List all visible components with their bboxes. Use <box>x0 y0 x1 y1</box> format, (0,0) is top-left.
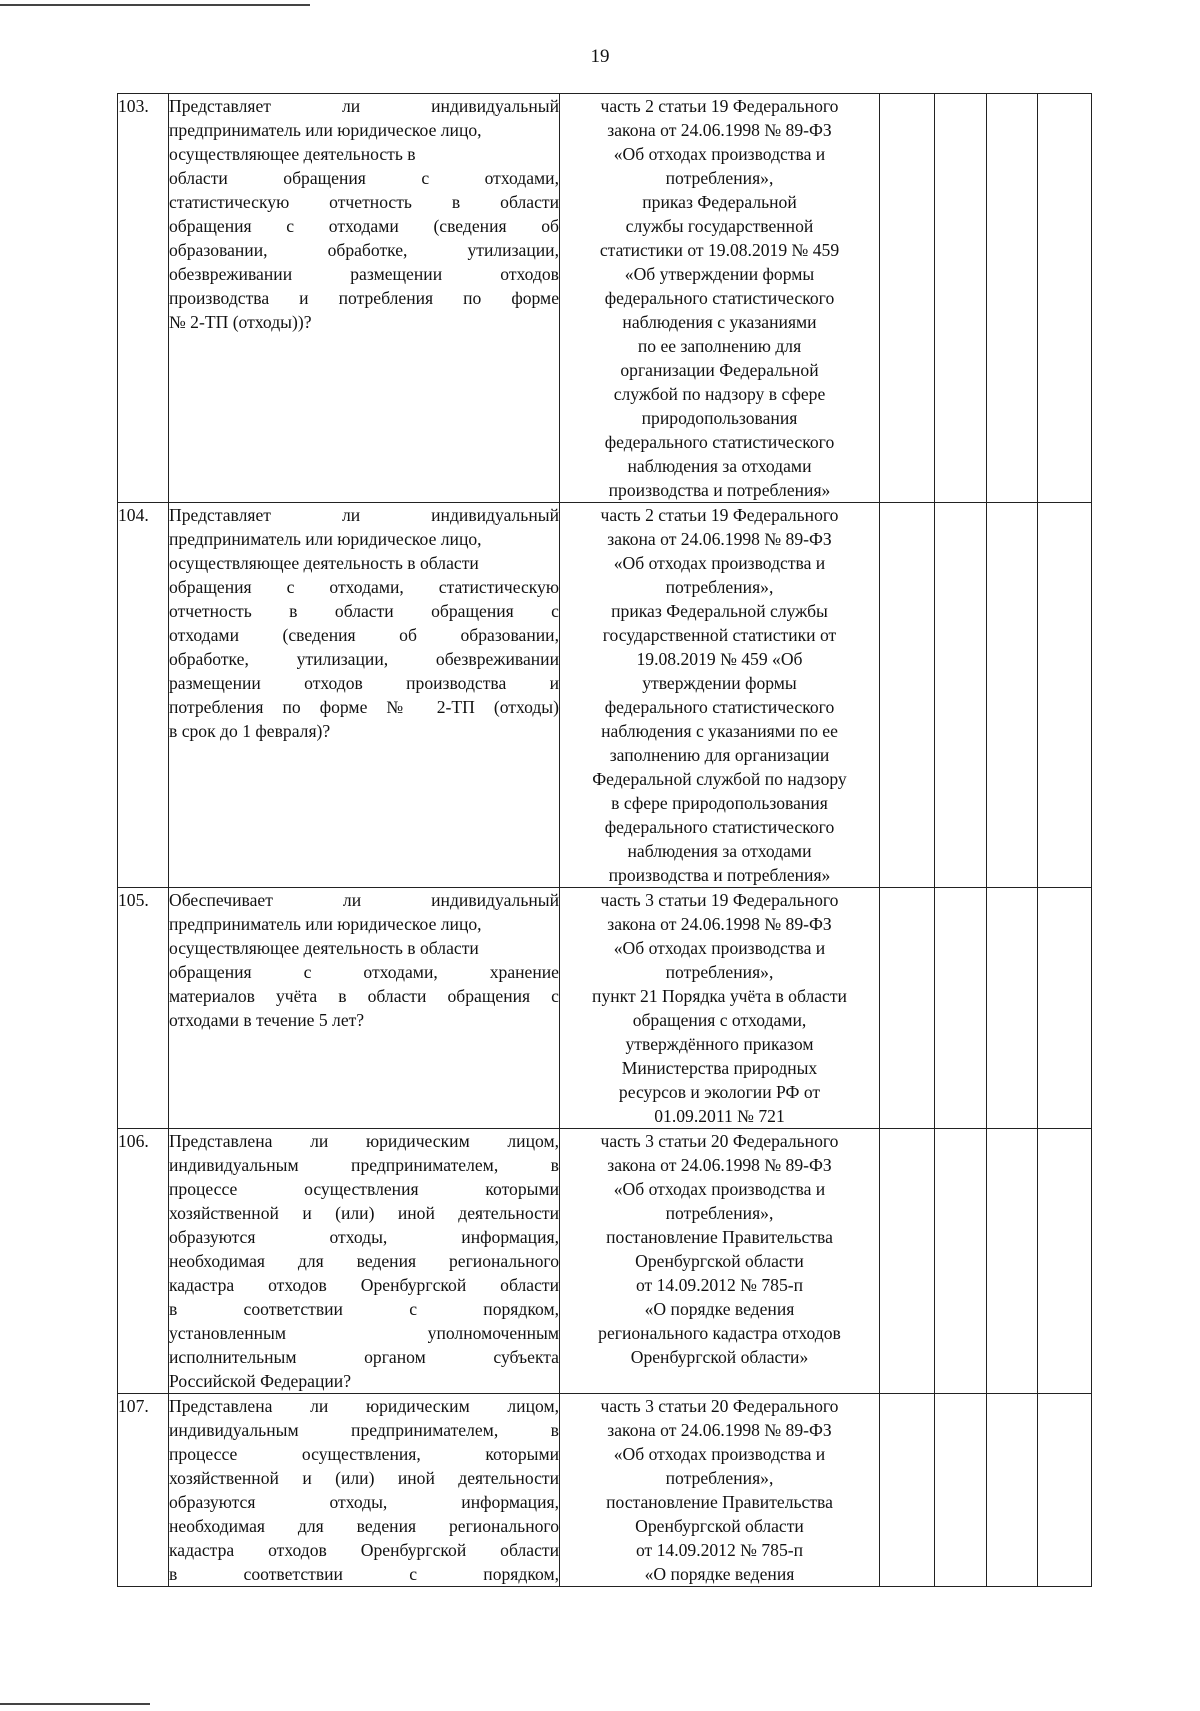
legal-reference-line: производства и потребления» <box>608 865 831 885</box>
answer-cell <box>987 94 1038 503</box>
question-line: в соответствии с порядком, <box>169 1564 559 1584</box>
question-line: № 2-ТП (отходы))? <box>169 312 312 332</box>
legal-reference-line: службы государственной <box>625 216 814 236</box>
legal-reference-line: наблюдения за отходами <box>627 841 812 861</box>
question-line: Представляет ли индивидуальный <box>169 96 559 116</box>
question-line: отходами (сведения об образовании, <box>169 625 559 645</box>
legal-reference-line: Министерства природных <box>621 1058 818 1078</box>
answer-cell <box>987 1394 1038 1587</box>
legal-reference <box>560 1394 880 1587</box>
legal-reference-line: от 14.09.2012 № 785-п <box>635 1275 804 1295</box>
legal-reference-line: производства и потребления» <box>608 480 831 500</box>
question-line: установленным уполномоченным <box>169 1323 559 1343</box>
question-line: предприниматель или юридическое лицо, <box>169 529 482 549</box>
legal-reference-line: потребления», <box>665 1203 774 1223</box>
legal-reference-line: обращения с отходами, <box>632 1010 807 1030</box>
legal-reference-line: 01.09.2011 № 721 <box>654 1106 785 1126</box>
question-line: исполнительным органом субъекта <box>169 1347 559 1367</box>
legal-reference-line: «Об отходах производства и <box>613 1444 826 1464</box>
legal-reference-line: часть 2 статьи 19 Федерального <box>600 96 839 116</box>
question-line: кадастра отходов Оренбургской области <box>169 1540 559 1560</box>
legal-reference-line: природопользования <box>641 408 798 428</box>
legal-reference-line: закона от 24.06.1998 № 89-ФЗ <box>607 1420 832 1440</box>
row-number: 104. <box>118 503 169 888</box>
question-line: обезвреживании размещении отходов <box>169 264 559 284</box>
legal-reference-line: Федеральной службой по надзору <box>592 769 847 789</box>
scan-edge-mark-bottom <box>0 1703 150 1705</box>
legal-reference-line: потребления», <box>665 577 774 597</box>
question-line: области обращения с отходами, <box>169 168 559 188</box>
question-line: Представлена ли юридическим лицом, <box>169 1131 559 1151</box>
requirement-question <box>169 1129 560 1394</box>
question-line: необходимая для ведения регионального <box>169 1516 559 1536</box>
legal-reference-line: статистики от 19.08.2019 № 459 <box>599 240 840 260</box>
row-number: 106. <box>118 1129 169 1394</box>
legal-reference-line: «О порядке ведения <box>644 1299 795 1319</box>
question-line: хозяйственной и (или) иной деятельности <box>169 1203 559 1223</box>
answer-cell <box>1038 94 1092 503</box>
legal-reference-line: 19.08.2019 № 459 «Об <box>636 649 803 669</box>
legal-reference-line: приказ Федеральной <box>642 192 797 212</box>
scan-edge-mark-top <box>0 4 310 6</box>
legal-reference-line: «Об отходах производства и <box>613 938 826 958</box>
legal-reference-line: федерального статистического <box>604 432 835 452</box>
answer-cell <box>987 888 1038 1129</box>
question-line: осуществляющее деятельность в области <box>169 553 479 573</box>
legal-reference-line: наблюдения с указаниями по ее <box>601 721 838 741</box>
answer-cell <box>935 94 987 503</box>
legal-reference-line: утверждённого приказом <box>625 1034 814 1054</box>
question-line: индивидуальным предпринимателем, в <box>169 1420 559 1440</box>
answer-cell <box>1038 1394 1092 1587</box>
checklist-row <box>118 888 1092 1129</box>
legal-reference-line: «Об отходах производства и <box>613 553 826 573</box>
legal-reference-line: «Об отходах производства и <box>613 144 826 164</box>
answer-cell <box>987 1129 1038 1394</box>
legal-reference-line: потребления», <box>665 168 774 188</box>
legal-reference-line: «О порядке ведения <box>644 1564 795 1584</box>
legal-reference <box>560 1129 880 1394</box>
answer-cell <box>935 888 987 1129</box>
legal-reference <box>560 503 880 888</box>
legal-reference-line: закона от 24.06.1998 № 89-ФЗ <box>607 529 832 549</box>
answer-cell <box>1038 1129 1092 1394</box>
answer-cell <box>880 503 935 888</box>
answer-cell <box>987 503 1038 888</box>
checklist-row <box>118 1394 1092 1587</box>
legal-reference-line: в сфере природопользования <box>611 793 828 813</box>
question-line: кадастра отходов Оренбургской области <box>169 1275 559 1295</box>
question-line: процессе осуществления, которыми <box>169 1444 559 1464</box>
answer-cell <box>1038 503 1092 888</box>
question-line: индивидуальным предпринимателем, в <box>169 1155 559 1175</box>
question-line: обращения с отходами, статистическую <box>169 577 559 597</box>
legal-reference-line: часть 2 статьи 19 Федерального <box>600 505 839 525</box>
legal-reference-line: приказ Федеральной службы <box>611 601 828 621</box>
question-line: предприниматель или юридическое лицо, <box>169 914 482 934</box>
legal-reference-line: регионального кадастра отходов <box>598 1323 841 1343</box>
legal-reference-line: закона от 24.06.1998 № 89-ФЗ <box>607 120 832 140</box>
legal-reference-line: ресурсов и экологии РФ от <box>618 1082 821 1102</box>
legal-reference-line: постановление Правительства <box>606 1227 833 1247</box>
legal-reference-line: по ее заполнению для <box>637 336 802 356</box>
row-number: 105. <box>118 888 169 1129</box>
requirement-question <box>169 94 560 503</box>
legal-reference-line: Оренбургской области» <box>630 1347 809 1367</box>
row-number: 103. <box>118 94 169 503</box>
question-line: Представляет ли индивидуальный <box>169 505 559 525</box>
question-line: образуются отходы, информация, <box>169 1492 559 1512</box>
legal-reference-line: часть 3 статьи 20 Федерального <box>600 1396 839 1416</box>
legal-reference-line: Оренбургской области <box>635 1251 804 1271</box>
question-line: образовании, обработке, утилизации, <box>169 240 559 260</box>
question-line: материалов учёта в области обращения с <box>169 986 559 1006</box>
answer-cell <box>935 503 987 888</box>
question-line: Представлена ли юридическим лицом, <box>169 1396 559 1416</box>
question-line: в соответствии с порядком, <box>169 1299 559 1319</box>
legal-reference-line: наблюдения за отходами <box>627 456 812 476</box>
legal-reference-line: пункт 21 Порядка учёта в области <box>592 986 847 1006</box>
question-line: обращения с отходами, хранение <box>169 962 559 982</box>
legal-reference-line: часть 3 статьи 19 Федерального <box>600 890 839 910</box>
legal-reference-line: федерального статистического <box>604 817 835 837</box>
answer-cell <box>880 1394 935 1587</box>
legal-reference-line: федерального статистического <box>604 697 835 717</box>
legal-reference-line: постановление Правительства <box>606 1492 833 1512</box>
legal-reference-line: потребления», <box>665 1468 774 1488</box>
question-line: производства и потребления по форме <box>169 288 559 308</box>
row-number: 107. <box>118 1394 169 1587</box>
question-line: статистическую отчетность в области <box>169 192 559 212</box>
answer-cell <box>880 94 935 503</box>
legal-reference-line: «Об утверждении формы <box>624 264 815 284</box>
legal-reference <box>560 888 880 1129</box>
question-line: обращения с отходами (сведения об <box>169 216 559 236</box>
requirement-question <box>169 503 560 888</box>
question-line: отходами в течение 5 лет? <box>169 1010 365 1030</box>
legal-reference-line: от 14.09.2012 № 785-п <box>635 1540 804 1560</box>
legal-reference-line: заполнению для организации <box>609 745 830 765</box>
legal-reference-line: службой по надзору в сфере <box>613 384 826 404</box>
question-line: осуществляющее деятельность в области <box>169 938 479 958</box>
question-line: обработке, утилизации, обезвреживании <box>169 649 559 669</box>
legal-reference-line: утверждении формы <box>642 673 797 693</box>
question-line: осуществляющее деятельность в <box>169 144 416 164</box>
legal-reference-line: часть 3 статьи 20 Федерального <box>600 1131 839 1151</box>
answer-cell <box>880 1129 935 1394</box>
legal-reference-line: закона от 24.06.1998 № 89-ФЗ <box>607 1155 832 1175</box>
legal-reference <box>560 94 880 503</box>
answer-cell <box>880 888 935 1129</box>
question-line: отчетность в области обращения с <box>169 601 559 621</box>
legal-reference-line: потребления», <box>665 962 774 982</box>
legal-reference-line: федерального статистического <box>604 288 835 308</box>
question-line: процессе осуществления которыми <box>169 1179 559 1199</box>
checklist-table <box>117 93 1092 1587</box>
question-line: хозяйственной и (или) иной деятельности <box>169 1468 559 1488</box>
legal-reference-line: организации Федеральной <box>620 360 819 380</box>
legal-reference-line: наблюдения с указаниями <box>622 312 817 332</box>
question-line: потребления по форме № 2-ТП (отходы) <box>169 697 559 717</box>
requirement-question <box>169 888 560 1129</box>
legal-reference-line: закона от 24.06.1998 № 89-ФЗ <box>607 914 832 934</box>
requirement-question <box>169 1394 560 1587</box>
question-line: в срок до 1 февраля)? <box>169 721 331 741</box>
checklist-row <box>118 503 1092 888</box>
checklist-row <box>118 1129 1092 1394</box>
checklist-row <box>118 94 1092 503</box>
question-line: Обеспечивает ли индивидуальный <box>169 890 559 910</box>
question-line: предприниматель или юридическое лицо, <box>169 120 482 140</box>
page-number: 19 <box>590 46 610 67</box>
legal-reference-line: «Об отходах производства и <box>613 1179 826 1199</box>
question-line: образуются отходы, информация, <box>169 1227 559 1247</box>
answer-cell <box>1038 888 1092 1129</box>
question-line: необходимая для ведения регионального <box>169 1251 559 1271</box>
question-line: Российской Федерации? <box>169 1371 352 1391</box>
answer-cell <box>935 1129 987 1394</box>
answer-cell <box>935 1394 987 1587</box>
legal-reference-line: Оренбургской области <box>635 1516 804 1536</box>
question-line: размещении отходов производства и <box>169 673 559 693</box>
legal-reference-line: государственной статистики от <box>602 625 837 645</box>
